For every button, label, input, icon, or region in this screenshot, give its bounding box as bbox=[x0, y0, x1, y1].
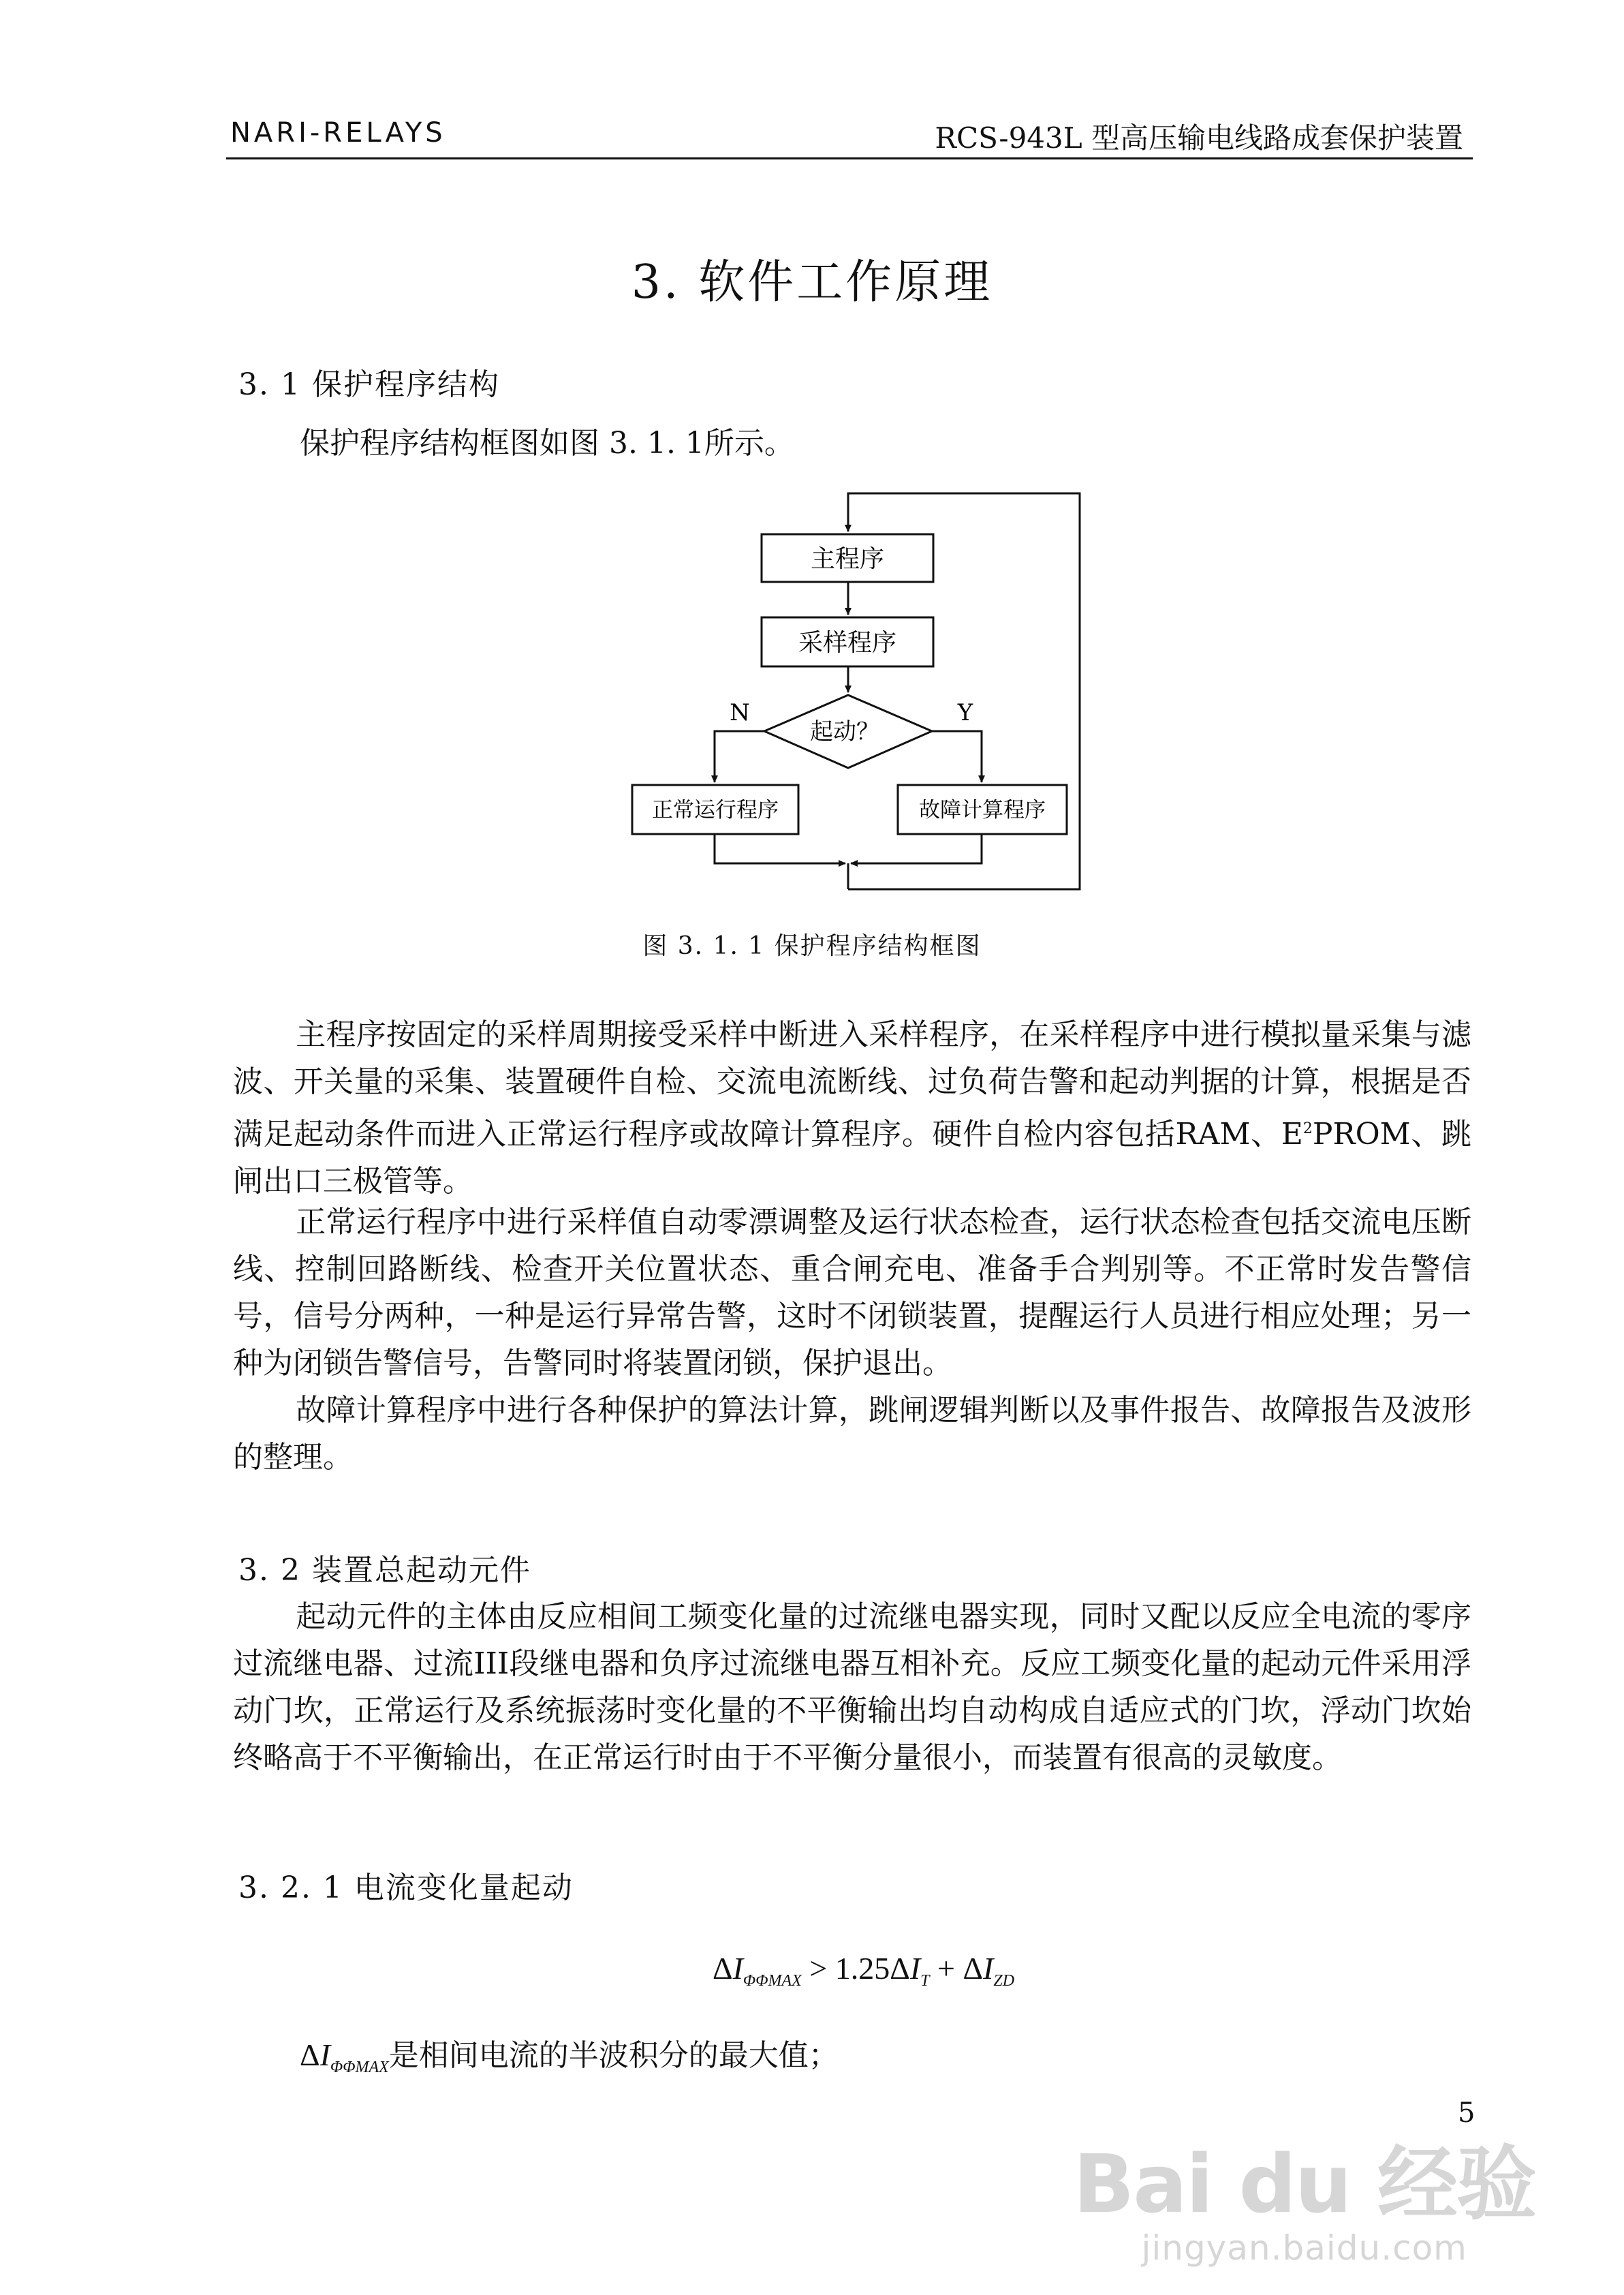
paragraph-1: 主程序按固定的采样周期接受采样中断进入采样程序，在采样程序中进行模拟量采集与滤波、开关量的采集、装置硬件自检、交流电流断线、过负荷告警和起动判据的计算，根据是否满足起动条件而进入正常运行程序或故障计算程序。硬件自检内容包括RAM、$E^2PROM$、跳闸出口三极管等。 bbox=[233, 1017, 1471, 1199]
flowchart bbox=[0, 0, 1624, 954]
section-3-1-heading: 3. 1 保护程序结构 bbox=[238, 367, 500, 402]
merge-left-line bbox=[715, 834, 845, 863]
baidu-watermark bbox=[1073, 2119, 1535, 2268]
no-branch-line bbox=[715, 731, 764, 782]
yes-branch-line bbox=[932, 731, 982, 782]
section-3-2-1-heading: 3. 2. 1 电流变化量起动 bbox=[238, 1870, 574, 1905]
start-formula: $\Delta I_{\Phi\Phi MAX} > 1.25\Delta I_T + \Delta I_{ZD}$ bbox=[713, 1951, 1015, 1990]
yes-label: Y bbox=[957, 699, 973, 726]
section-3-1-intro: 保护程序结构框图如图 3. 1. 1所示。 bbox=[300, 426, 794, 461]
watermark-url: jingyan.baidu.com bbox=[1141, 2228, 1467, 2268]
section-3-2-body: 起动元件的主体由反应相间工频变化量的过流继电器实现，同时又配以反应全电流的零序过流继电器、过流III段继电器和负序过流继电器互相补充。反应工频变化量的起动元件采用浮动门坎，正常运行及系统振荡时变化量的不平衡输出均自动构成自适应式的门坎，浮动门坎始终略高于不平衡输出，在正常运行时由于不平衡分量很小，而装置有很高的灵敏度。 bbox=[233, 1599, 1471, 1775]
normal-program-label: 正常运行程序 bbox=[652, 798, 779, 822]
fault-program-label: 故障计算程序 bbox=[919, 798, 1046, 822]
paragraph-2: 正常运行程序中进行采样值自动零漂调整及运行状态检查，运行状态检查包括交流电压断线、控制回路断线、检查开关位置状态、重合闸充电、准备手合判别等。不正常时发告警信号，信号分两种，一种是运行异常告警，这时不闭锁装置，提醒运行人员进行相应处理；另一种为闭锁告警信号，告警同时将装置闭锁，保护退出。 bbox=[233, 1205, 1471, 1381]
page-number: 5 bbox=[1458, 2097, 1475, 2129]
page-title: 3. 软件工作原理 bbox=[631, 256, 993, 309]
paragraph-3: 故障计算程序中进行各种保护的算法计算，跳闸逻辑判断以及事件报告、故障报告及波形的整理。 bbox=[233, 1393, 1471, 1475]
no-label: N bbox=[730, 699, 750, 726]
sampling-program-label: 采样程序 bbox=[798, 629, 897, 657]
section-3-2-heading: 3. 2 装置总起动元件 bbox=[238, 1553, 531, 1588]
figure-caption: 图 3. 1. 1 保护程序结构框图 bbox=[642, 932, 982, 960]
header-left: NARI-RELAYS bbox=[230, 117, 446, 149]
formula-description: $\Delta I_{\Phi\Phi MAX}$是相间电流的半波积分的最大值； bbox=[300, 2037, 839, 2076]
watermark-brand: Bai du 经验 bbox=[1073, 2137, 1535, 2231]
decision-label: 起动？ bbox=[810, 718, 879, 745]
main-program-label: 主程序 bbox=[810, 545, 885, 573]
merge-right-line bbox=[851, 834, 982, 863]
header-right: RCS-943L 型高压输电线路成套保护装置 bbox=[935, 121, 1463, 155]
